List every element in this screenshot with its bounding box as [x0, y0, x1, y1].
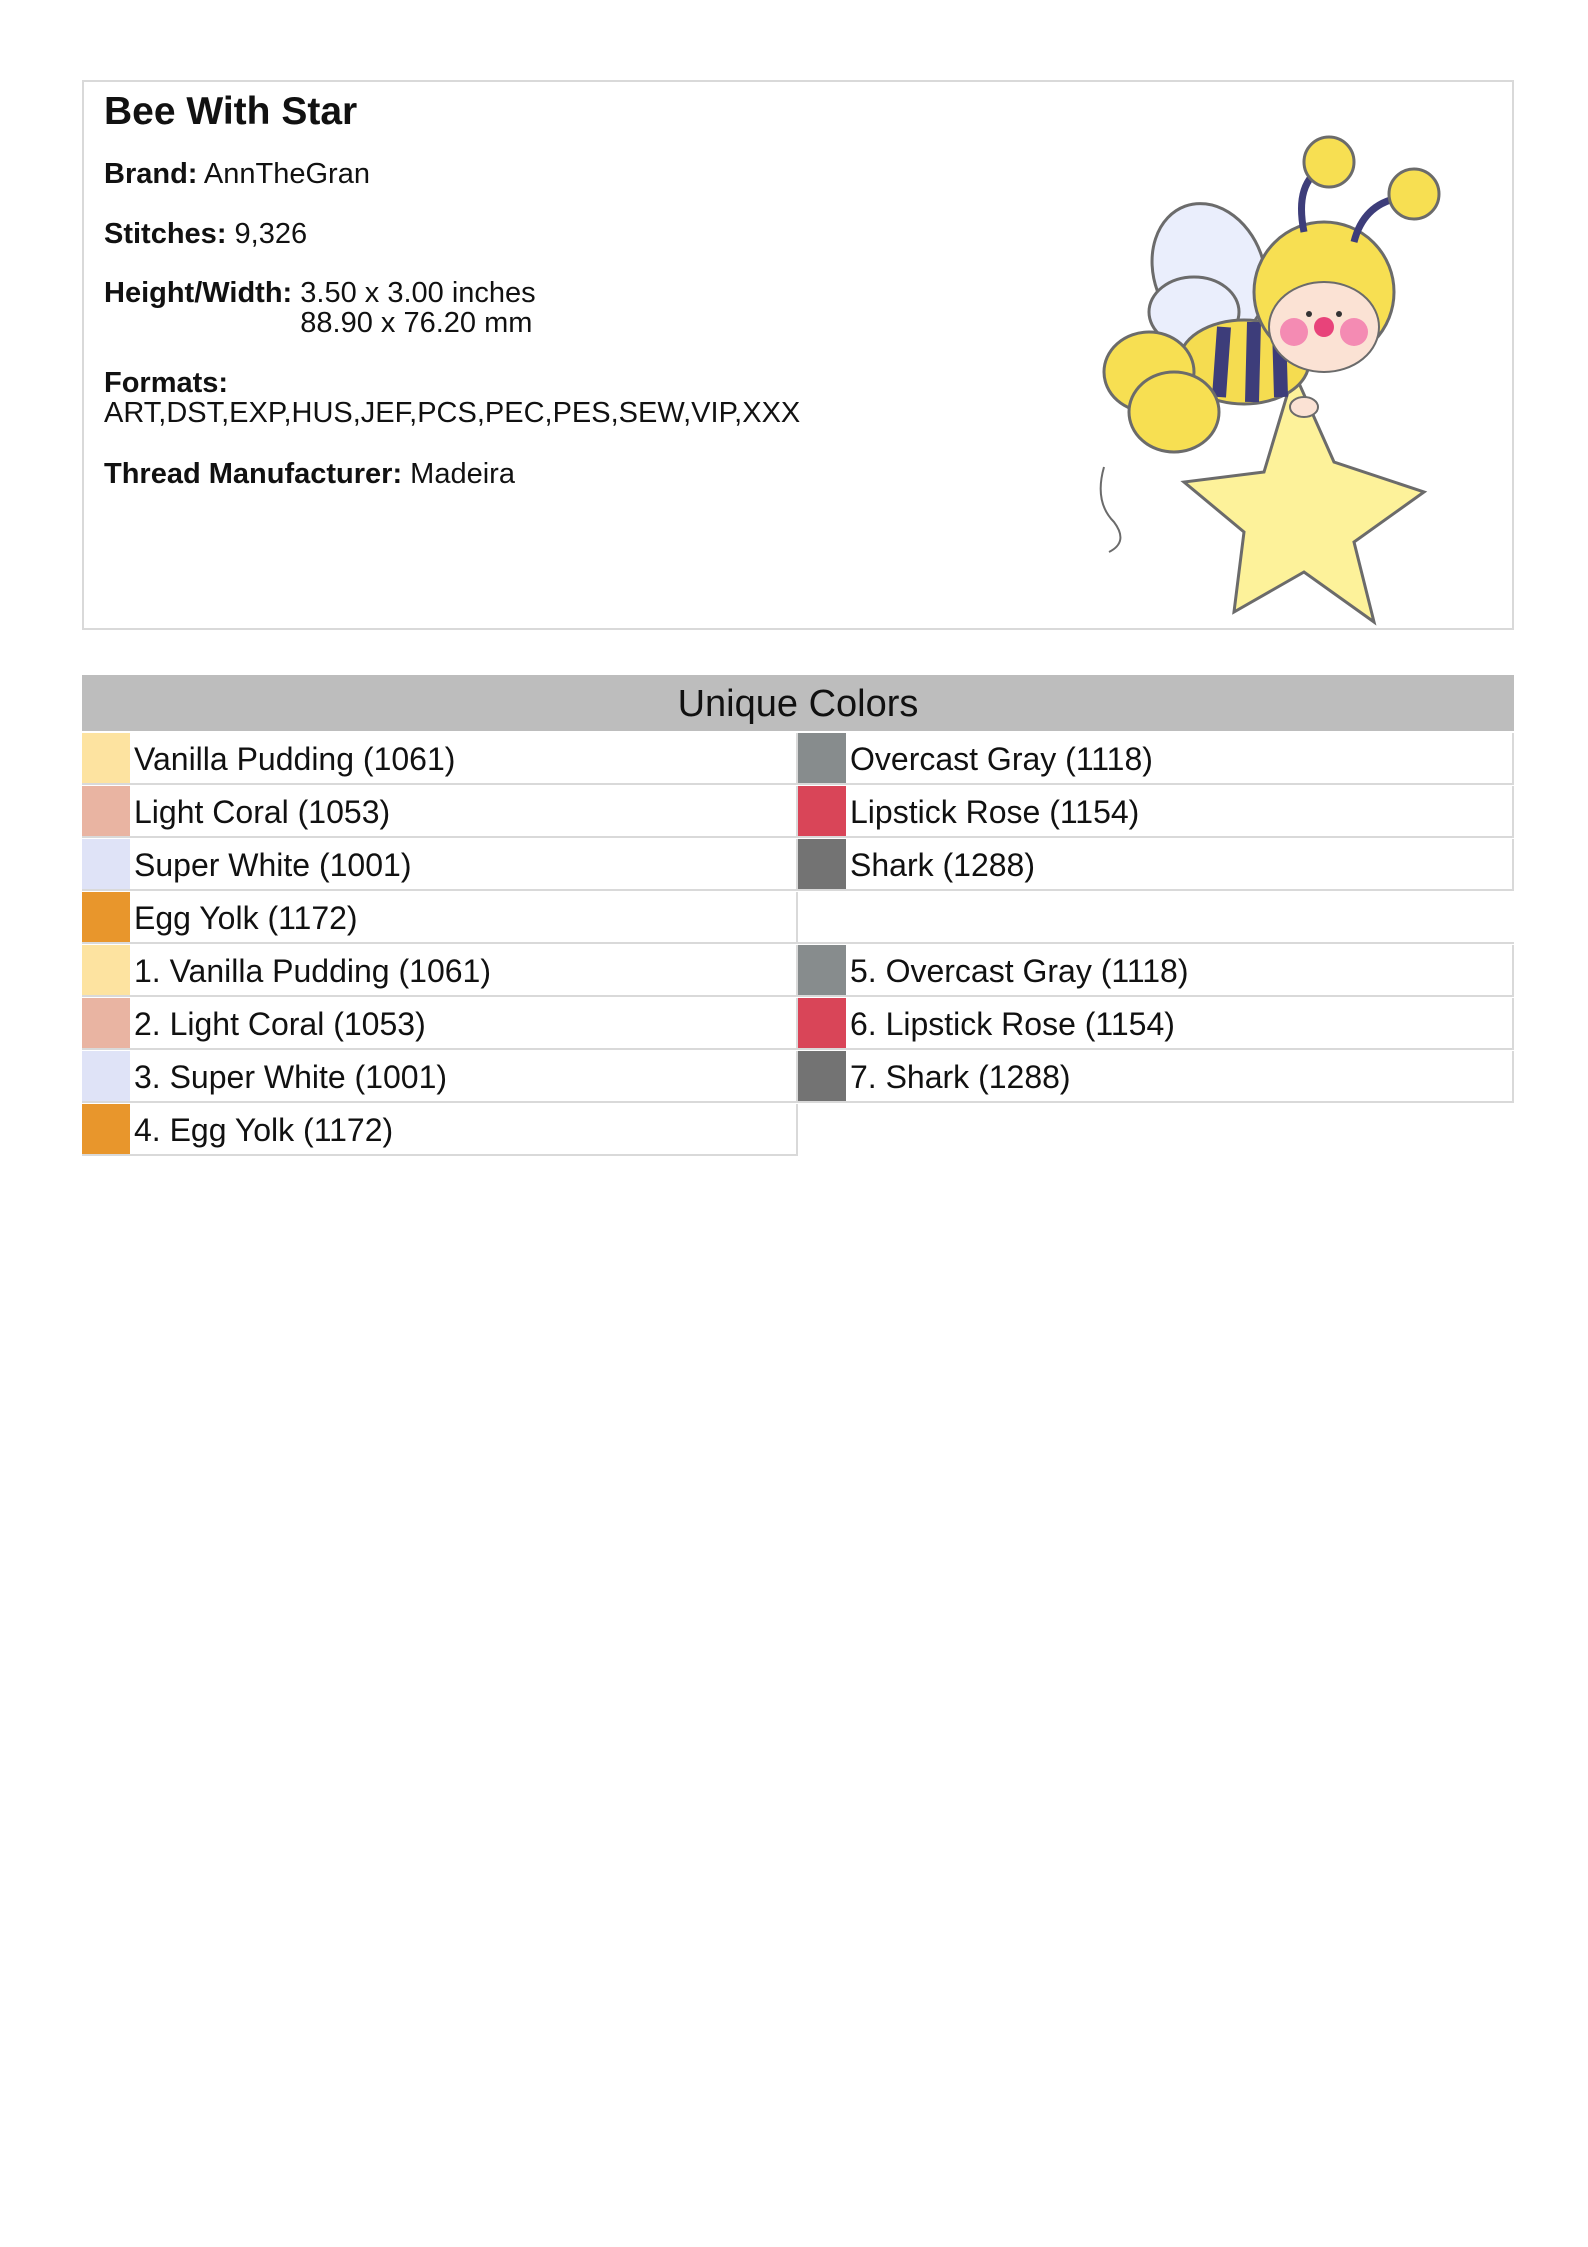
- unique-colors-table: [82, 675, 1514, 1148]
- color-label: 4. Egg Yolk (1172): [134, 1112, 394, 1148]
- height-width-field: [104, 278, 536, 338]
- color-label: 7. Shark (1288): [850, 1059, 1071, 1095]
- color-label: 2. Light Coral (1053): [134, 1006, 426, 1042]
- color-row-empty: [798, 892, 1514, 944]
- height-width-label: Height/Width:: [104, 277, 293, 309]
- color-label: Light Coral (1053): [134, 794, 391, 830]
- thread-value: Madeira: [410, 458, 515, 490]
- color-row: [82, 998, 798, 1050]
- color-label: Lipstick Rose (1154): [850, 794, 1140, 830]
- color-label: 6. Lipstick Rose (1154): [850, 1006, 1175, 1042]
- formats-label: Formats:: [104, 367, 229, 399]
- color-swatch: [82, 892, 130, 942]
- color-swatch: [82, 1104, 130, 1154]
- color-row: [82, 786, 798, 838]
- height-width-mm: 88.90 x 76.20 mm: [300, 307, 533, 339]
- color-row: [82, 1051, 798, 1103]
- color-label: 1. Vanilla Pudding (1061): [134, 953, 491, 989]
- color-row: [798, 1051, 1514, 1103]
- color-swatch: [798, 892, 846, 942]
- formats-value: ART,DST,EXP,HUS,JEF,PCS,PEC,PES,SEW,VIP,XXX: [104, 397, 801, 429]
- color-label: Shark (1288): [850, 847, 1035, 883]
- thread-field: [104, 458, 515, 491]
- color-row: [798, 786, 1514, 838]
- brand-label: Brand:: [104, 158, 198, 190]
- color-label: 3. Super White (1001): [134, 1059, 448, 1095]
- color-label: Egg Yolk (1172): [134, 900, 358, 936]
- design-title: Bee With Star: [104, 90, 358, 133]
- stitches-field: [104, 218, 307, 251]
- color-row: [798, 998, 1514, 1050]
- color-swatch: [82, 839, 130, 889]
- thread-label: Thread Manufacturer:: [104, 458, 403, 490]
- color-swatch: [798, 1051, 846, 1101]
- color-label: Super White (1001): [134, 847, 412, 883]
- height-width-inches: 3.50 x 3.00 inches: [300, 277, 536, 309]
- color-label: 5. Overcast Gray (1118): [850, 953, 1189, 989]
- color-swatch: [82, 945, 130, 995]
- brand-field: [104, 158, 370, 191]
- color-label: Vanilla Pudding (1061): [134, 741, 456, 777]
- color-row: [82, 945, 798, 997]
- bee-with-star-image: [1004, 82, 1504, 632]
- colors-right-column: [798, 733, 1514, 1104]
- brand-value: AnnTheGran: [203, 158, 370, 190]
- unique-colors-header: Unique Colors: [82, 675, 1514, 731]
- color-row: [798, 839, 1514, 891]
- stitches-label: Stitches:: [104, 218, 227, 250]
- color-row: [798, 733, 1514, 785]
- color-swatch: [82, 1051, 130, 1101]
- design-info-panel: [82, 80, 1514, 630]
- color-row: [82, 733, 798, 785]
- color-swatch: [798, 786, 846, 836]
- formats-field: [104, 368, 800, 428]
- color-swatch: [798, 839, 846, 889]
- color-row: [798, 945, 1514, 997]
- color-swatch: [82, 786, 130, 836]
- color-swatch: [82, 733, 130, 783]
- color-row: [82, 1104, 798, 1156]
- color-swatch: [798, 945, 846, 995]
- color-swatch: [798, 733, 846, 783]
- color-swatch: [82, 998, 130, 1048]
- colors-left-column: [82, 733, 798, 1157]
- color-row: [82, 892, 798, 944]
- color-swatch: [798, 998, 846, 1048]
- color-label: Overcast Gray (1118): [850, 741, 1153, 777]
- color-row: [82, 839, 798, 891]
- stitches-value: 9,326: [234, 218, 308, 250]
